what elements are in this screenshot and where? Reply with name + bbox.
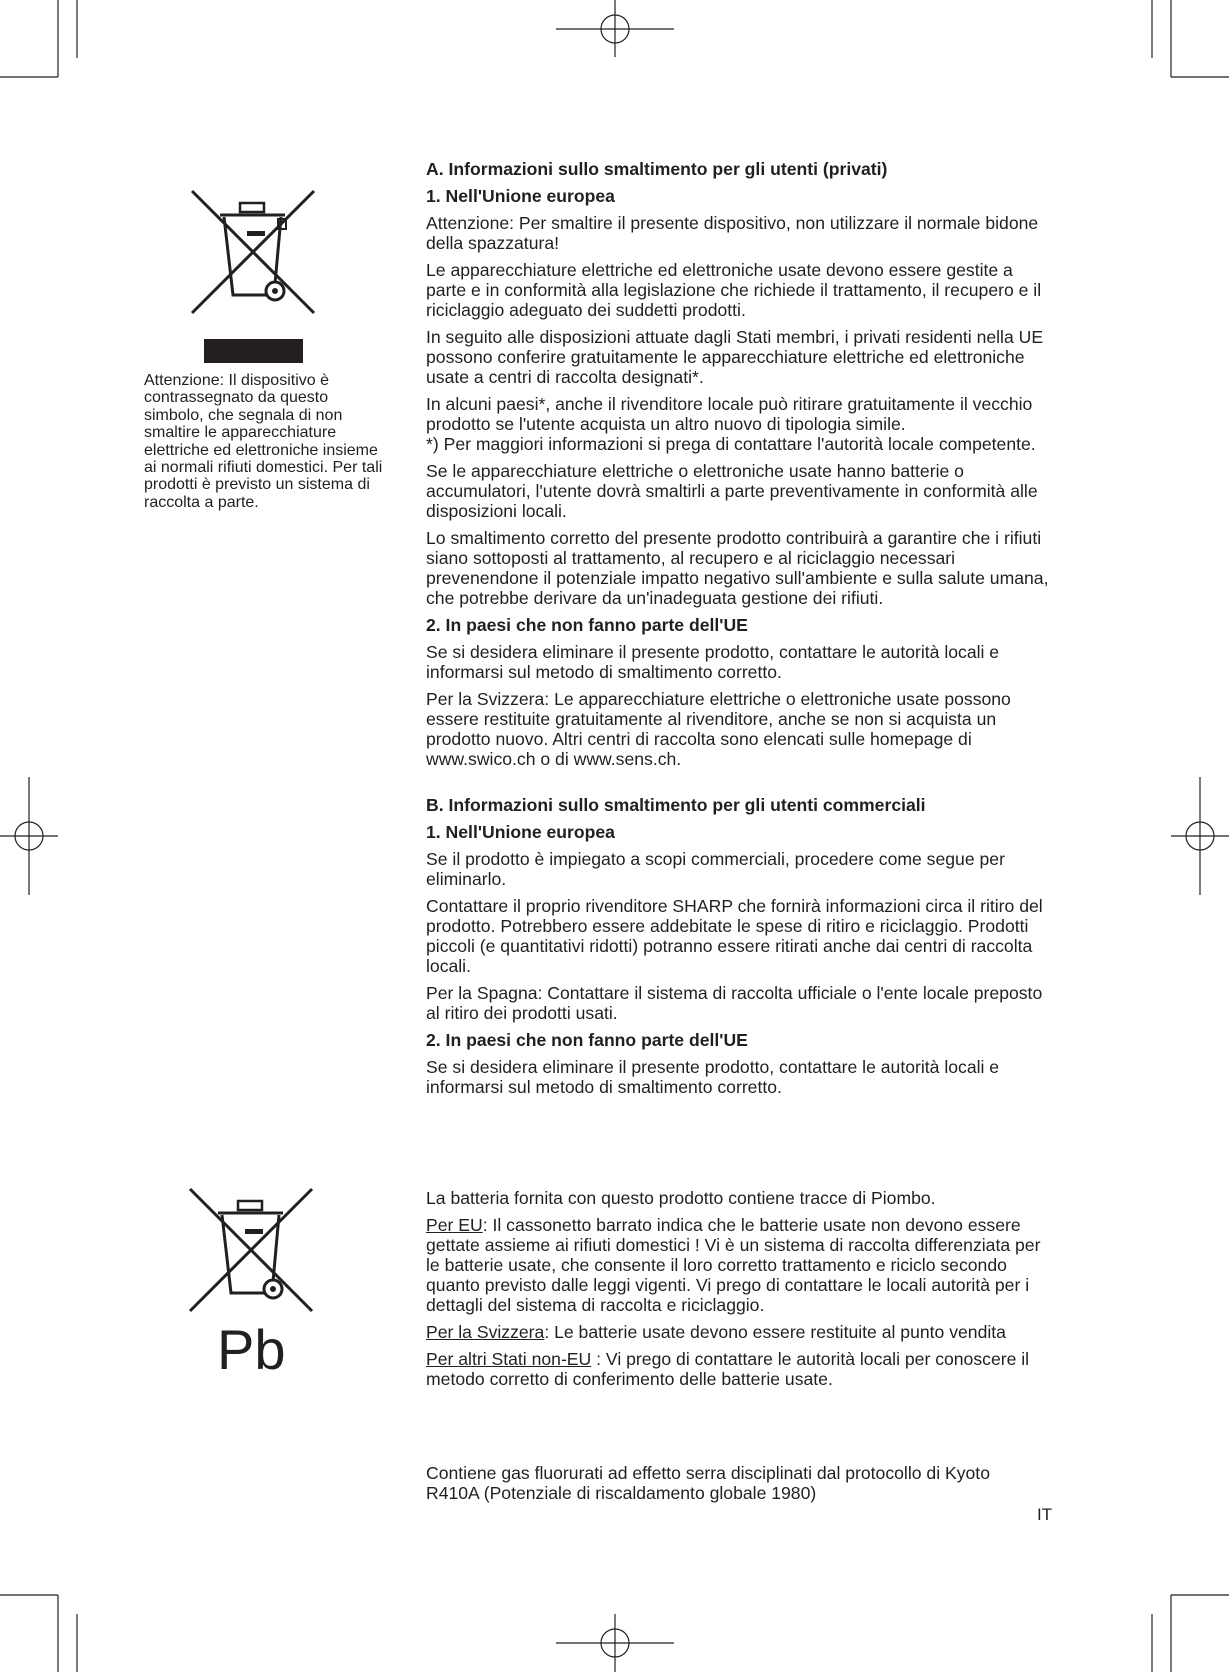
gas-line-2: R410A (Potenziale di riscaldamento globale 1980) — [426, 1483, 817, 1503]
paragraph: Se si desidera eliminare il presente prodotto, contattare le autorità locali e informarsi sul metodo di smaltimento corretto. — [426, 642, 1000, 682]
section-a-non-eu-heading: 2. In paesi che non fanno parte dell'UE — [426, 615, 748, 635]
section-b-title: B. Informazioni sullo smaltimento per gli utenti commerciali — [426, 795, 926, 815]
paragraph: Contattare il proprio rivenditore SHARP che fornirà informazioni circa il ritiro del prodotto. Potrebbero essere addebitate le spese di ritiro e riciclaggio. Prodotti piccoli (e quantitativi ridotti) potranno essere ritirati anche dai centri di raccolta locali. — [426, 896, 1043, 976]
weee-symbol-note: Attenzione: Il dispositivo è contrassegnato da questo simbolo, che segnala di non smaltire le apparecchiature elettriche ed elettroniche insieme ai normali rifiuti domestici. Per tali prodotti è previsto un sistema di raccolta a parte. — [144, 372, 383, 511]
paragraph: In alcuni paesi*, anche il rivenditore locale può ritirare gratuitamente il vecchio prodotto se l'utente acquista un altro nuovo di tipologia simile. — [426, 394, 1033, 434]
eu-label: Per EU — [426, 1215, 483, 1235]
battery-information — [426, 1188, 1056, 1396]
section-b-non-eu-heading: 2. In paesi che non fanno parte dell'UE — [426, 1030, 748, 1050]
switzerland-label: Per la Svizzera — [426, 1322, 545, 1342]
battery-other-paragraph: Per altri Stati non-EU : Vi prego di contattare le autorità locali per conoscere il metodo corretto di conferimento delle batterie usate. — [426, 1349, 1030, 1389]
section-b-eu-heading: 1. Nell'Unione europea — [426, 822, 615, 842]
paragraph: In seguito alle disposizioni attuate dagli Stati membri, i privati residenti nella UE possono conferire gratuitamente le apparecchiature elettriche ed elettroniche usate a centri di raccolta designati*. — [426, 327, 1044, 387]
section-a-title: A. Informazioni sullo smaltimento per gli utenti (privati) — [426, 159, 888, 179]
paragraph: Per la Svizzera: Le apparecchiature elettriche o elettroniche usate possono essere restituite gratuitamente al rivenditore, anche se non si acquista un prodotto nuovo. Altri centri di raccolta sono elencati sulle homepage di www.swico.ch o di www.sens.ch. — [426, 689, 1011, 769]
battery-crossed-out-bin-icon — [188, 1187, 314, 1313]
fluorinated-gas-notice — [426, 1463, 1056, 1503]
lead-symbol-label: Pb — [217, 1318, 286, 1381]
gas-line-1: Contiene gas fluorurati ad effetto serra disciplinati dal protocollo di Kyoto — [426, 1463, 990, 1483]
paragraph: Lo smaltimento corretto del presente prodotto contribuirà a garantire che i rifiuti siano sottoposti al trattamento, al recupero e al riciclaggio necessari prevenendone il potenziale impatto negativo sull'ambiente e sulla salute umana, che potrebbe derivare da un'inadeguata gestione dei rifiuti. — [426, 528, 1049, 608]
battery-intro: La batteria fornita con questo prodotto contiene tracce di Piombo. — [426, 1188, 936, 1208]
non-eu-label: Per altri Stati non-EU — [426, 1349, 592, 1369]
paragraph: Attenzione: Per smaltire il presente dispositivo, non utilizzare il normale bidone della spazzatura! — [426, 213, 1039, 253]
disposal-information — [426, 159, 1056, 1104]
battery-ch-paragraph: Per la Svizzera: Le batterie usate devono essere restituite al punto vendita — [426, 1322, 1006, 1342]
date-code-bar — [204, 339, 303, 363]
paragraph: *) Per maggiori informazioni si prega di contattare l'autorità locale competente. — [426, 434, 1036, 454]
paragraph: Se le apparecchiature elettriche o elettroniche usate hanno batterie o accumulatori, l'utente dovrà smaltirli a parte preventivamente in conformità alle disposizioni locali. — [426, 461, 1038, 521]
crossed-out-wheelie-bin-icon — [190, 189, 316, 315]
section-a-eu-heading: 1. Nell'Unione europea — [426, 186, 615, 206]
battery-eu-paragraph: Per EU: Il cassonetto barrato indica che le batterie usate non devono essere gettate assieme ai rifiuti domestici ! Vi è un sistema di raccolta differenziata per le batterie usate, che consente il loro corretto trattamento e riciclo secondo quanto previsto dalle leggi vigenti. Vi prego di contattare le locali autorità per i dettagli del sistema di raccolta e riciclaggio. — [426, 1215, 1041, 1315]
paragraph: Se si desidera eliminare il presente prodotto, contattare le autorità locali e informarsi sul metodo di smaltimento corretto. — [426, 1057, 1000, 1097]
paragraph: Le apparecchiature elettriche ed elettroniche usate devono essere gestite a parte e in conformità alla legislazione che richiede il trattamento, il recupero e il riciclaggio adeguato dei suddetti prodotti. — [426, 260, 1042, 320]
paragraph: Per la Spagna: Contattare il sistema di raccolta ufficiale o l'ente locale preposto al ritiro dei prodotti usati. — [426, 983, 1043, 1023]
language-code: IT — [1037, 1505, 1053, 1524]
paragraph: Se il prodotto è impiegato a scopi commerciali, procedere come segue per eliminarlo. — [426, 849, 1005, 889]
